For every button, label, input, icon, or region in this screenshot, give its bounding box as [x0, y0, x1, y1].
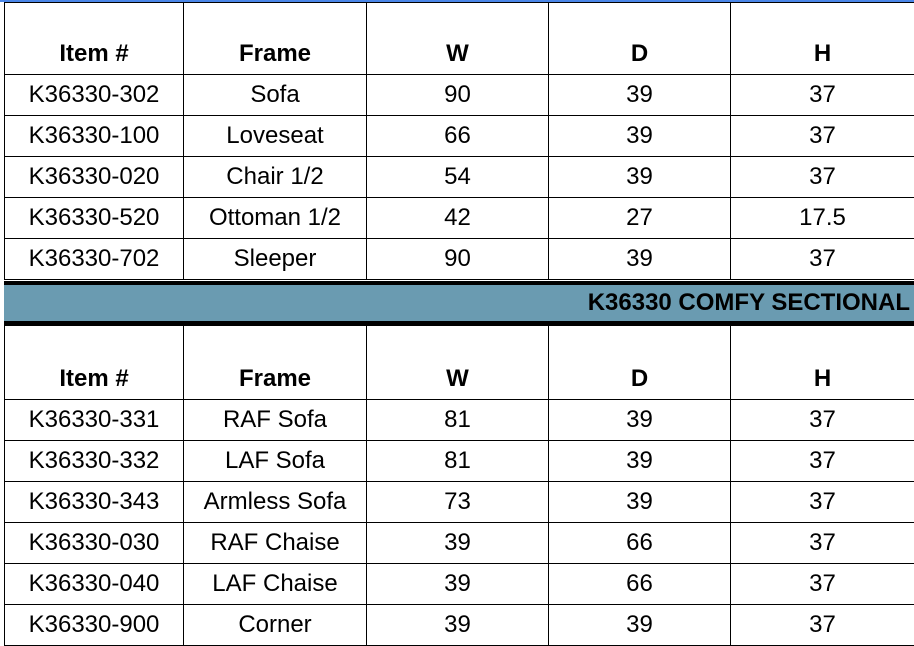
- depth-value: 39: [549, 157, 731, 198]
- depth-value: 27: [549, 198, 731, 239]
- height-value: 37: [731, 523, 914, 564]
- item-number: K36330-343: [5, 482, 184, 523]
- depth-value: 66: [549, 564, 731, 605]
- item-number: K36330-900: [5, 605, 184, 646]
- width-value: 39: [367, 523, 549, 564]
- header-width: W: [367, 326, 549, 400]
- header-row: [5, 326, 914, 400]
- dimensions-table-top: [4, 2, 914, 280]
- height-value: 37: [731, 239, 914, 280]
- width-value: 54: [367, 157, 549, 198]
- frame-name: Sleeper: [184, 239, 367, 280]
- frame-name: Sofa: [184, 75, 367, 116]
- section-title: K36330 COMFY SECTIONAL: [587, 289, 910, 316]
- width-value: 73: [367, 482, 549, 523]
- header-depth: D: [549, 3, 731, 75]
- frame-name: Loveseat: [184, 116, 367, 157]
- header-height: H: [731, 326, 914, 400]
- table-row: [5, 605, 914, 646]
- frame-name: Ottoman 1/2: [184, 198, 367, 239]
- frame-name: RAF Chaise: [184, 523, 367, 564]
- item-number: K36330-030: [5, 523, 184, 564]
- height-value: 37: [731, 75, 914, 116]
- depth-value: 39: [549, 75, 731, 116]
- header-item: Item #: [5, 3, 184, 75]
- item-number: K36330-302: [5, 75, 184, 116]
- table-row: [5, 116, 914, 157]
- depth-value: 39: [549, 482, 731, 523]
- width-value: 66: [367, 116, 549, 157]
- item-number: K36330-702: [5, 239, 184, 280]
- width-value: 39: [367, 605, 549, 646]
- frame-name: Armless Sofa: [184, 482, 367, 523]
- item-number: K36330-020: [5, 157, 184, 198]
- height-value: 37: [731, 441, 914, 482]
- header-height: H: [731, 3, 914, 75]
- width-value: 90: [367, 75, 549, 116]
- table-row: [5, 400, 914, 441]
- header-frame: Frame: [184, 326, 367, 400]
- header-frame: Frame: [184, 3, 367, 75]
- height-value: 37: [731, 605, 914, 646]
- height-value: 37: [731, 482, 914, 523]
- header-width: W: [367, 3, 549, 75]
- height-value: 37: [731, 157, 914, 198]
- item-number: K36330-520: [5, 198, 184, 239]
- table-row: [5, 198, 914, 239]
- header-row: [5, 3, 914, 75]
- width-value: 90: [367, 239, 549, 280]
- table-row: [5, 482, 914, 523]
- height-value: 37: [731, 116, 914, 157]
- table-row: [5, 157, 914, 198]
- depth-value: 39: [549, 239, 731, 280]
- table-row: [5, 523, 914, 564]
- dimensions-table-bottom: [4, 325, 914, 646]
- item-number: K36330-040: [5, 564, 184, 605]
- table-row: [5, 564, 914, 605]
- frame-name: Corner: [184, 605, 367, 646]
- frame-name: LAF Sofa: [184, 441, 367, 482]
- height-value: 17.5: [731, 198, 914, 239]
- item-number: K36330-331: [5, 400, 184, 441]
- depth-value: 39: [549, 441, 731, 482]
- depth-value: 39: [549, 400, 731, 441]
- item-number: K36330-100: [5, 116, 184, 157]
- depth-value: 39: [549, 116, 731, 157]
- table-row: [5, 441, 914, 482]
- height-value: 37: [731, 564, 914, 605]
- frame-name: LAF Chaise: [184, 564, 367, 605]
- width-value: 42: [367, 198, 549, 239]
- table-row: [5, 75, 914, 116]
- header-item: Item #: [5, 326, 184, 400]
- item-number: K36330-332: [5, 441, 184, 482]
- depth-value: 66: [549, 523, 731, 564]
- table-row: [5, 239, 914, 280]
- depth-value: 39: [549, 605, 731, 646]
- frame-name: RAF Sofa: [184, 400, 367, 441]
- frame-name: Chair 1/2: [184, 157, 367, 198]
- width-value: 81: [367, 441, 549, 482]
- section-banner: [4, 281, 914, 325]
- header-depth: D: [549, 326, 731, 400]
- width-value: 81: [367, 400, 549, 441]
- width-value: 39: [367, 564, 549, 605]
- height-value: 37: [731, 400, 914, 441]
